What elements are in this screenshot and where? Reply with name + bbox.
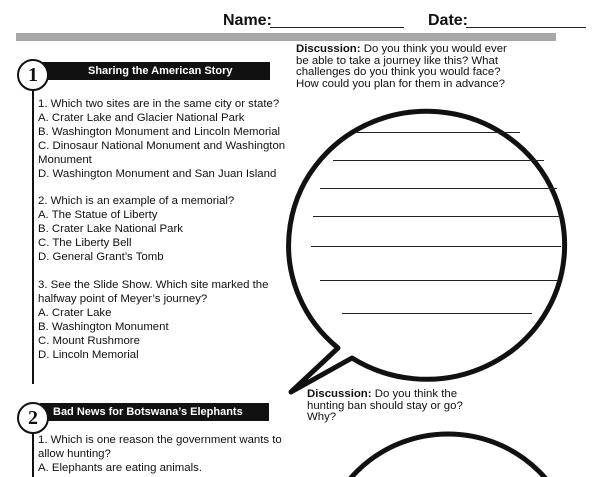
question-prompt: 1. Which is one reason the government wants to allow hunting? (38, 434, 282, 460)
question-prompt: 1. Which two sites are in the same city or state? (38, 98, 280, 110)
discussion-label: Discussion: (296, 43, 361, 55)
answer-option: D. General Grant’s Tomb (38, 251, 164, 263)
section-2-title: Bad News for Botswana’s Elephants (40, 403, 269, 421)
discussion-label: Discussion: (307, 388, 372, 400)
date-label: Date: (428, 12, 469, 29)
name-label: Name: (223, 12, 272, 29)
discussion-prompt: Do you think the hunting ban should stay or go? Why? (307, 388, 463, 423)
answer-option: C. Dinosaur National Monument and Washington Monument (38, 140, 286, 166)
answer-option: C. The Liberty Bell (38, 237, 132, 249)
section-2-number: 2 (17, 402, 49, 434)
answer-option: B. Washington Monument and Lincoln Memorial (38, 126, 281, 138)
answer-option: B. Washington Monument (38, 321, 169, 333)
answer-option: A. Crater Lake and Glacier National Park (38, 112, 245, 124)
answer-option: D. Lincoln Memorial (38, 349, 139, 361)
answer-option: A. The Statue of Liberty (38, 209, 158, 221)
answer-option: B. Crater Lake National Park (38, 223, 183, 235)
answer-option: A. Crater Lake (38, 307, 112, 319)
discussion-prompt: Do you think you would ever be able to take a journey like this? What challenges do you think you would face? How could you plan for them in advance? (296, 43, 507, 90)
section-1-number: 1 (17, 59, 49, 91)
answer-option: D. Washington Monument and San Juan Island (38, 168, 277, 180)
question-prompt: 2. Which is an example of a memorial? (38, 195, 235, 207)
section-1-title: Sharing the American Story (40, 62, 270, 80)
answer-option: A. Elephants are eating animals. (38, 462, 202, 474)
question-prompt: 3. See the Slide Show. Which site marked the halfway point of Meyer’s journey? (38, 279, 269, 305)
answer-option: C. Mount Rushmore (38, 335, 140, 347)
